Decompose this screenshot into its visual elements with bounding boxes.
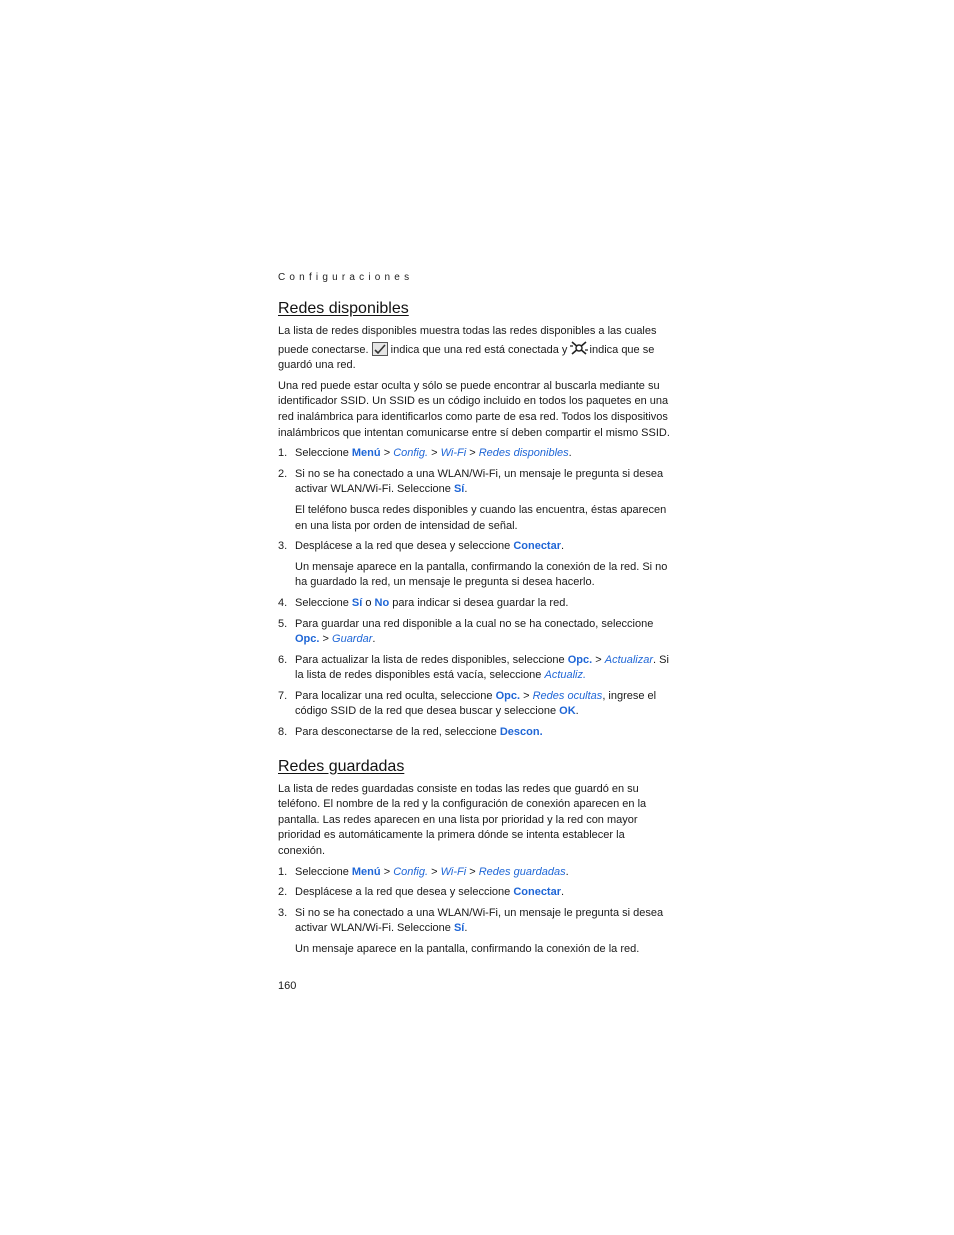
step-note: El teléfono busca redes disponibles y cuando las encuentra, éstas aparecen en una lista por orden de intensidad de señal.	[295, 503, 667, 532]
steps-list-guardadas	[278, 865, 670, 958]
si-option[interactable]: Sí	[453, 922, 465, 935]
steps-list-disponibles	[278, 446, 670, 741]
redes-disponibles-link[interactable]: Redes disponibles	[478, 447, 569, 460]
conectar-option[interactable]: Conectar	[513, 886, 561, 899]
guardar-option[interactable]: Guardar	[332, 633, 373, 646]
opc-option[interactable]: Opc.	[567, 653, 593, 666]
page-number: 160	[278, 979, 297, 992]
menu-link[interactable]: Menú	[351, 447, 381, 460]
conectar-option[interactable]: Conectar	[513, 540, 561, 553]
step-note: Un mensaje aparece en la pantalla, confirmando la conexión de la red.	[295, 943, 640, 955]
document-page	[278, 272, 670, 992]
si-option[interactable]: Sí	[453, 483, 465, 496]
actualizar-option[interactable]: Actualizar	[604, 653, 654, 666]
redes-guardadas-link[interactable]: Redes guardadas	[478, 865, 566, 878]
list-item: 3. Si no se ha conectado a una WLAN/Wi-Fi, un mensaje le pregunta si desea activar WLAN/Wi-Fi. Seleccione Sí. Un mensaje aparece en la pantalla, confirmando la conexión de la red.	[278, 906, 670, 958]
list-item: 1. Seleccione Menú > Config. > Wi-Fi > Redes disponibles.	[278, 447, 572, 460]
saved-networks-paragraph: La lista de redes guardadas consiste en todas las redes que guardó en su teléfono. El nombre de la red y la configuración de conexión aparecen en la pantalla. Las redes aparecen en una lista por prioridad y la red con mayor prioridad es automáticamente la primera dónde se intenta establecer la conexión.	[278, 782, 647, 858]
actualiz-option[interactable]: Actualiz.	[544, 669, 587, 682]
section-heading-redes-disponibles: Redes disponibles	[278, 300, 409, 317]
wlan-connected-icon	[372, 342, 388, 356]
si-option[interactable]: Sí	[351, 596, 363, 609]
wifi-link[interactable]: Wi-Fi	[440, 865, 467, 878]
descon-option[interactable]: Descon.	[499, 726, 543, 739]
ssid-paragraph: Una red puede estar oculta y sólo se puede encontrar al buscarla mediante su identificador SSID. Un SSID es un código incluido en todos los paquetes en una red inalámbrica para identificarlos como parte de esa red. Todos los dispositivos inalámbricos que intentan comunicarse entre sí deben compartir el mismo SSID.	[278, 379, 670, 439]
step-note: Un mensaje aparece en la pantalla, confirmando la conexión de la red. Si no ha guardado la red, un mensaje le pregunta si desea hacerlo.	[295, 560, 668, 589]
opc-option[interactable]: Opc.	[495, 689, 521, 702]
wifi-link[interactable]: Wi-Fi	[440, 447, 467, 460]
wlan-saved-icon	[570, 340, 586, 354]
ok-option[interactable]: OK	[559, 705, 576, 718]
redes-ocultas-option[interactable]: Redes ocultas	[532, 689, 603, 702]
list-item: 5. Para guardar una red disponible a la cual no se ha conectado, seleccione Opc. > Guardar.	[278, 617, 654, 646]
list-item: 3. Desplácese a la red que desea y seleccione Conectar. Un mensaje aparece en la pantalla, confirmando la conexión de la red. Si no ha guardado la red, un mensaje le pregunta si desea hacerlo.	[278, 539, 670, 591]
list-item: 8. Para desconectarse de la red, seleccione Descon.	[278, 726, 543, 739]
config-link[interactable]: Config.	[393, 447, 429, 460]
menu-link[interactable]: Menú	[351, 865, 381, 878]
list-item: 6. Para actualizar la lista de redes disponibles, seleccione Opc. > Actualizar. Si la lista de redes disponibles está vacía, seleccione Actualiz.	[278, 653, 669, 682]
config-link[interactable]: Config.	[393, 865, 429, 878]
opc-option[interactable]: Opc.	[295, 633, 320, 646]
list-item: 7. Para localizar una red oculta, seleccione Opc. > Redes ocultas, ingrese el código SSID de la red que desea buscar y seleccione OK.	[278, 689, 657, 718]
no-option[interactable]: No	[374, 596, 390, 609]
intro-paragraph: La lista de redes disponibles muestra todas las redes disponibles a las cuales puede conectarse. indica que una red está conectada y indica que se guardó una red.	[278, 325, 657, 372]
list-item: 2. Desplácese a la red que desea y seleccione Conectar.	[278, 886, 565, 899]
running-header: Configuraciones	[278, 272, 414, 283]
section-heading-redes-guardadas: Redes guardadas	[278, 757, 405, 775]
list-item: 4. Seleccione Sí o No para indicar si desea guardar la red.	[278, 596, 569, 609]
list-item: 1. Seleccione Menú > Config. > Wi-Fi > Redes guardadas.	[278, 865, 569, 878]
list-item: 2. Si no se ha conectado a una WLAN/Wi-Fi, un mensaje le pregunta si desea activar WLAN/Wi-Fi. Seleccione Sí. El teléfono busca redes disponibles y cuando las encuentra, éstas aparecen en una lista por orden de intensidad de señal.	[278, 467, 670, 534]
